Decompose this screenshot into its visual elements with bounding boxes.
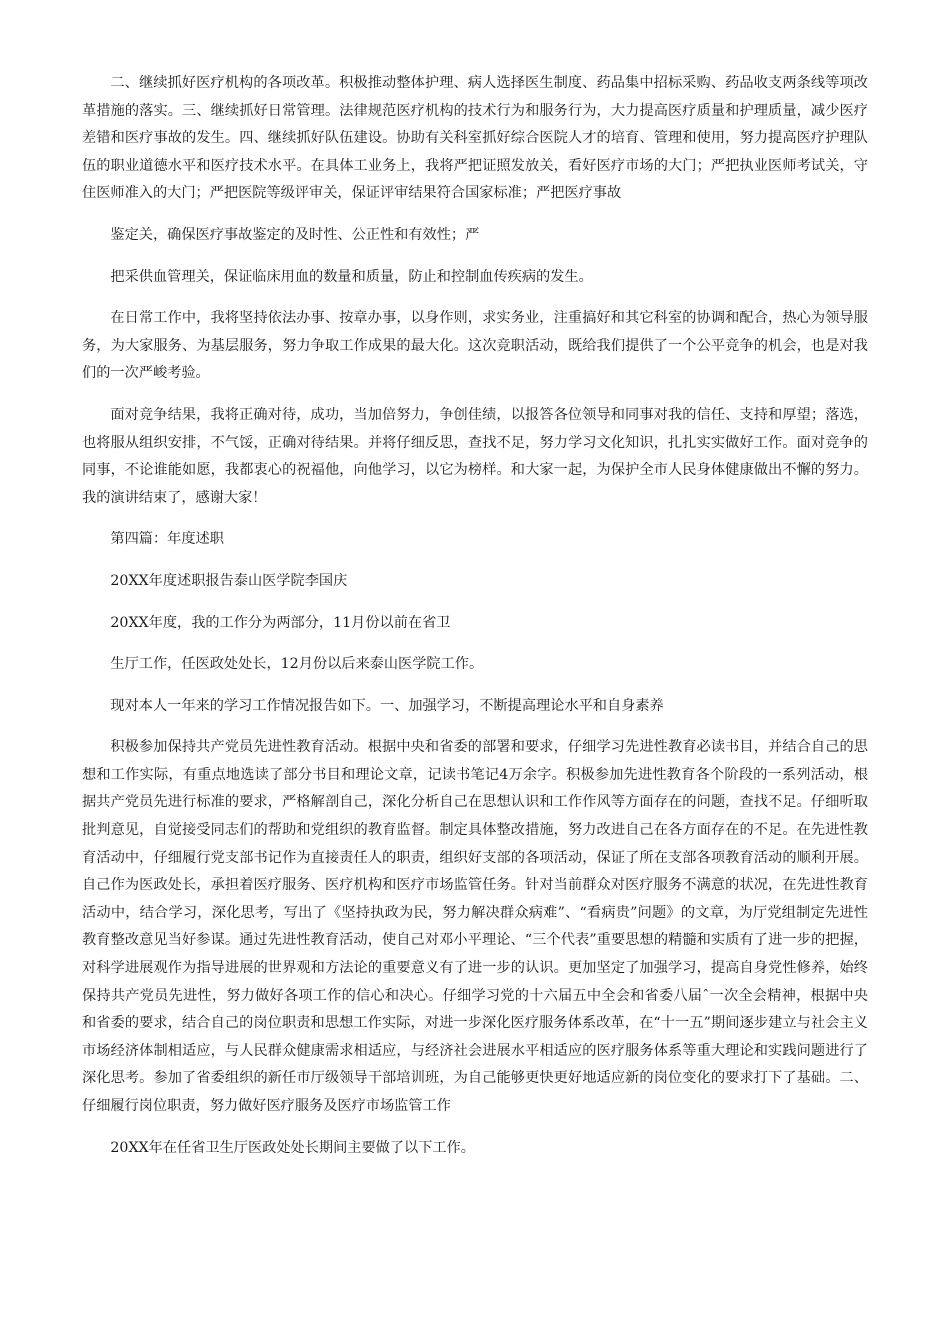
paragraph-daily-work: 在日常工作中，我将坚持依法办事、按章办事，以身作则，求实务业，注重搞好和其它科室的协调和配合，热心为领导服务，为大家服务、为基层服务，努力争取工作成果的最大化。这次竞职活动，既给我们提供了一个公平竞争的机会，也是对我们的一次严峻考验。	[82, 310, 868, 382]
paragraph-work-parts-continued: 生厅工作，任医政处处长，12月份以后来泰山医学院工作。	[110, 656, 484, 673]
paragraph-blood-supply: 把采供血管理关，保证临床用血的数量和质量，防止和控制血传疾病的发生。	[110, 268, 593, 285]
paragraph-work-parts: 20XX年度，我的工作分为两部分，11月份以前在省卫	[110, 614, 451, 631]
paragraph-report-intro: 现对本人一年来的学习工作情况报告如下。一、加强学习，不断提高理论水平和自身素养	[110, 697, 664, 714]
report-title: 20XX年度述职报告泰山医学院李国庆	[110, 572, 348, 589]
section-heading: 第四篇：年度述职	[110, 531, 224, 548]
paragraph-reform-measures: 二、继续抓好医疗机构的各项改革。积极推动整体护理、病人选择医生制度、药品集中招标采购、药品收支两条线等项改革措施的落实。三、继续抓好日常管理。法律规范医疗机构的技术行为和服务行为，大力提高医疗质量和护理质量，减少医疗差错和医疗事故的发生。四、继续抓好队伍建设。协助有关科室抓好综合医院人才的培育、管理和使用，努力提高医疗护理队伍的职业道德水平和医疗技术水平。在具体工业务上，我将严把证照发放关，看好医疗市场的大门；严把执业医师考试关，守住医师准入的大门；严把医院等级评审关，保证评审结果符合国家标准；严把医疗事故	[82, 75, 868, 202]
paragraph-competition-result: 面对竞争结果，我将正确对待，成功，当加倍努力，争创佳绩，以报答各位领导和同事对我的信任、支持和厚望；落选，也将服从组织安排，不气馁，正确对待结果。并将仔细反思，查找不足，努力学习文化知识，扎扎实实做好工作。面对竞争的同事，不论谁能如愿，我都衷心的祝福他，向他学习，以它为榜样。和大家一起，为保护全市人民身体健康做出不懈的努力。我的演讲结束了，感谢大家！	[82, 406, 868, 506]
paragraph-study-activities: 积极参加保持共产党员先进性教育活动。根据中央和省委的部署和要求，仔细学习先进性教育必读书目，并结合自己的思想和工作实际，有重点地选读了部分书目和理论文章，记读书笔记4万余字。积极参加先进性教育各个阶段的一系列活动，根据共产党员先进行标准的要求，严格解剖自己，深化分析自己在思想认识和工作作风等方面存在的问题，查找不足。仔细听取批判意见，自觉接受同志们的帮助和党组织的教育监督。制定具体整改措施，努力改进自己在各方面存在的不足。在先进性教育活动中，仔细履行党支部书记作为直接责任人的职责，组织好支部的各项活动，保证了所在支部各项教育活动的顺利开展。自己作为医政处长，承担着医疗服务、医疗机构和医疗市场监管任务。针对当前群众对医疗服务不满意的状况，在先进性教育活动中，结合学习，深化思考，写出了《坚持执政为民，努力解决群众病难”、“看病贵”问题》的文章，为厅党组制定先进性教育整改意见当好参谋。通过先进性教育活动，使自己对邓小平理论、“三个代表”重要思想的精髓和实质有了进一步的把握，对科学进展观作为指导进展的世界观和方法论的重要意义有了进一步的认识。更加坚定了加强学习，提高自身党性修养，始终保持共产党员先进性，努力做好各项工作的信心和决心。仔细学习党的十六届五中全会和省委八届ˆ一次全会精神，根据中央和省委的要求，结合自己的岗位职责和思想工作实际，对进一步深化医疗服务体系改革，在“十一五”期间逐步建立与社会主义市场经济体制相适应，与人民群众健康需求相适应，与经济社会进展水平相适应的医疗服务体系等重大理论和实践问题进行了深化思考。参加了省委组织的新任市厅级领导干部培训班，为自己能够更快更好地适应新的岗位变化的要求打下了基础。二、仔细履行岗位职责，努力做好医疗服务及医疗市场监管工作	[82, 739, 868, 1114]
paragraph-accident-appraisal: 鉴定关，确保医疗事故鉴定的及时性、公正性和有效性；严	[110, 226, 480, 243]
paragraph-main-work: 20XX年在任省卫生厅医政处处长期间主要做了以下工作。	[110, 1139, 475, 1156]
